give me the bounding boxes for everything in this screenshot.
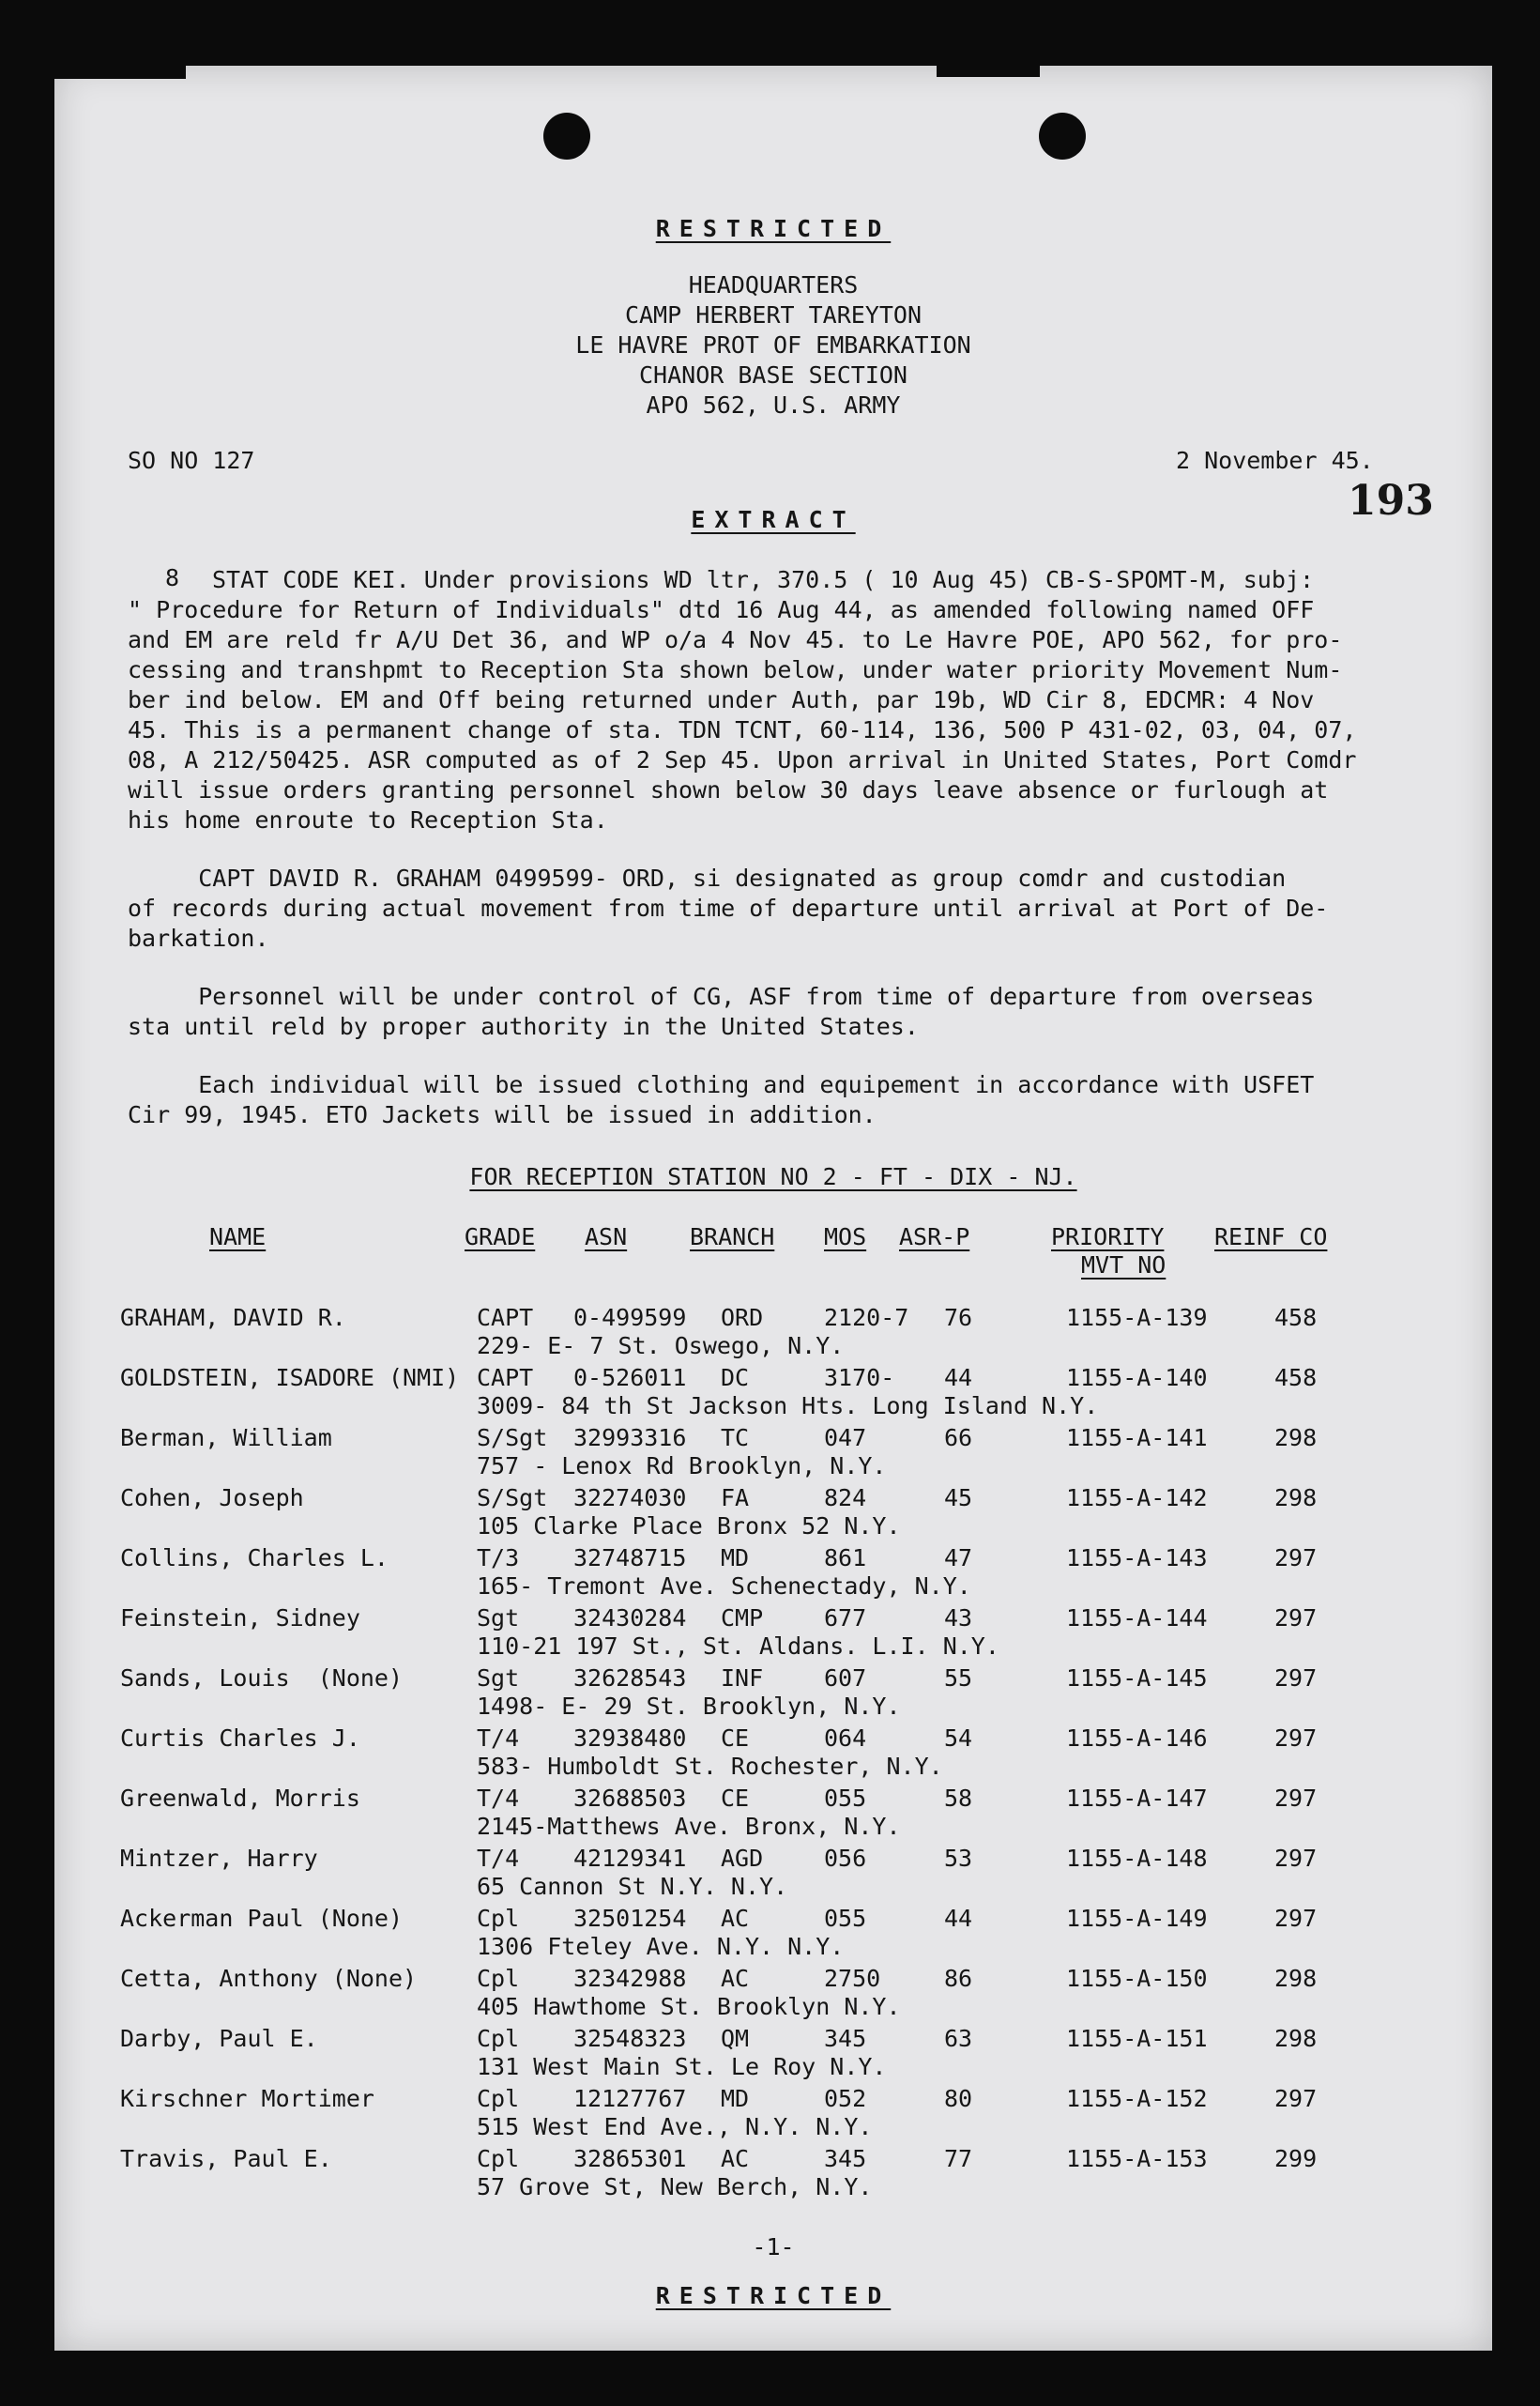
cell-priority-mvt-no: 1155-A-145	[1066, 1664, 1208, 1692]
cell-reinf-co: 297	[1274, 1845, 1318, 1872]
para1-line-2: " Procedure for Return of Individuals" dtd 16 Aug 44, as amended following named OFF	[128, 596, 1315, 623]
cell-priority-mvt-no: 1155-A-151	[1066, 2025, 1208, 2052]
cell-name: Mintzer, Harry	[120, 1845, 318, 1872]
cell-mos: 055	[824, 1785, 867, 1812]
cell-priority-mvt-no: 1155-A-152	[1066, 2085, 1208, 2112]
cell-reinf-co: 298	[1274, 1424, 1318, 1451]
cell-branch: DC	[721, 1364, 750, 1391]
cell-reinf-co: 299	[1274, 2145, 1318, 2172]
cell-name: Cetta, Anthony (None)	[120, 1965, 418, 1992]
cell-priority-mvt-no: 1155-A-153	[1066, 2145, 1208, 2172]
cell-priority-mvt-no: 1155-A-144	[1066, 1604, 1208, 1632]
cell-name: Travis, Paul E.	[120, 2145, 332, 2172]
cell-name: Sands, Louis (None)	[120, 1664, 404, 1692]
header-line-3: LE HAVRE PROT OF EMBARKATION	[575, 331, 971, 359]
cell-asr-points: 54	[944, 1724, 973, 1752]
cell-asr-points: 80	[944, 2085, 973, 2112]
cell-home-address: 1306 Fteley Ave. N.Y. N.Y.	[477, 1933, 845, 1960]
cell-mos: 3170-	[824, 1364, 895, 1391]
cell-asn: 0-526011	[573, 1364, 687, 1391]
para1-line-5: ber ind below. EM and Off being returned under Auth, par 19b, WD Cir 8, EDCMR: 4 Nov	[128, 686, 1315, 713]
order-number: SO NO 127	[128, 447, 255, 474]
cell-grade: Sgt	[477, 1604, 520, 1632]
cell-name: Kirschner Mortimer	[120, 2085, 374, 2112]
header-line-1: HEADQUARTERS	[688, 271, 859, 299]
para1-line-9: his home enroute to Reception Sta.	[128, 806, 608, 834]
cell-home-address: 110-21 197 St., St. Aldans. L.I. N.Y.	[477, 1632, 999, 1660]
cell-asr-points: 47	[944, 1544, 973, 1571]
cell-mos: 824	[824, 1484, 867, 1511]
cell-grade: CAPT	[477, 1304, 534, 1331]
cell-asn: 32548323	[573, 2025, 687, 2052]
cell-home-address: 229- E- 7 St. Oswego, N.Y.	[477, 1332, 845, 1359]
cell-grade: Sgt	[477, 1664, 520, 1692]
page-number: -1-	[752, 2233, 795, 2260]
cell-asr-points: 44	[944, 1905, 973, 1932]
cell-priority-mvt-no: 1155-A-148	[1066, 1845, 1208, 1872]
cell-grade: Cpl	[477, 1905, 520, 1932]
cell-branch: CE	[721, 1785, 750, 1812]
col-header-asr: ASR-P	[899, 1223, 970, 1250]
para3-line-1: Personnel will be under control of CG, ASF from time of departure from overseas	[128, 983, 1315, 1010]
para2-line-3: barkation.	[128, 925, 269, 952]
cell-reinf-co: 298	[1274, 1484, 1318, 1511]
cell-name: Darby, Paul E.	[120, 2025, 318, 2052]
cell-asn: 32938480	[573, 1724, 687, 1752]
cell-asr-points: 55	[944, 1664, 973, 1692]
cell-home-address: 131 West Main St. Le Roy N.Y.	[477, 2053, 887, 2080]
cell-asr-points: 45	[944, 1484, 973, 1511]
cell-home-address: 2145-Matthews Ave. Bronx, N.Y.	[477, 1813, 901, 1840]
cell-name: Cohen, Joseph	[120, 1484, 304, 1511]
document-page	[54, 66, 1492, 2351]
cell-asn: 32274030	[573, 1484, 687, 1511]
cell-priority-mvt-no: 1155-A-142	[1066, 1484, 1208, 1511]
cell-mos: 2750	[824, 1965, 881, 1992]
cell-home-address: 105 Clarke Place Bronx 52 N.Y.	[477, 1512, 901, 1540]
punch-hole-right	[1039, 113, 1086, 160]
cell-priority-mvt-no: 1155-A-143	[1066, 1544, 1208, 1571]
extract-title: EXTRACT	[691, 506, 856, 533]
cell-asn: 12127767	[573, 2085, 687, 2112]
classification-top: RESTRICTED	[655, 215, 892, 242]
torn-edge-left	[54, 66, 186, 79]
cell-mos: 055	[824, 1905, 867, 1932]
cell-home-address: 1498- E- 29 St. Brooklyn, N.Y.	[477, 1693, 901, 1720]
para1-line-3: and EM are reld fr A/U Det 36, and WP o/a 4 Nov 45. to Le Havre POE, APO 562, for pro-	[128, 626, 1343, 653]
para1-number: 8	[165, 564, 180, 591]
cell-branch: ORD	[721, 1304, 764, 1331]
cell-mos: 064	[824, 1724, 867, 1752]
cell-grade: Cpl	[477, 1965, 520, 1992]
cell-name: Greenwald, Morris	[120, 1785, 360, 1812]
header-line-2: CAMP HERBERT TAREYTON	[624, 301, 922, 329]
cell-reinf-co: 297	[1274, 1724, 1318, 1752]
cell-asr-points: 86	[944, 1965, 973, 1992]
cell-name: Curtis Charles J.	[120, 1724, 360, 1752]
cell-grade: T/4	[477, 1724, 520, 1752]
col-header-asn: ASN	[585, 1223, 628, 1250]
cell-asr-points: 58	[944, 1785, 973, 1812]
cell-grade: CAPT	[477, 1364, 534, 1391]
cell-branch: AC	[721, 1905, 750, 1932]
cell-asr-points: 66	[944, 1424, 973, 1451]
para1-line-6: 45. This is a permanent change of sta. TDN TCNT, 60-114, 136, 500 P 431-02, 03, 04, 07,	[128, 716, 1357, 743]
cell-mos: 2120-7	[824, 1304, 909, 1331]
cell-grade: S/Sgt	[477, 1484, 548, 1511]
cell-reinf-co: 297	[1274, 1664, 1318, 1692]
para4-line-1: Each individual will be issued clothing and equipement in accordance with USFET	[128, 1071, 1315, 1098]
col-header-priority: PRIORITY	[1051, 1223, 1165, 1250]
col-header-reinf: REINF CO	[1214, 1223, 1328, 1250]
cell-home-address: 405 Hawthome St. Brooklyn N.Y.	[477, 1993, 901, 2020]
cell-mos: 047	[824, 1424, 867, 1451]
col-header-name: NAME	[209, 1223, 267, 1250]
cell-mos: 677	[824, 1604, 867, 1632]
cell-asn: 32688503	[573, 1785, 687, 1812]
cell-branch: MD	[721, 1544, 750, 1571]
col-header-branch: BRANCH	[690, 1223, 775, 1250]
cell-branch: AC	[721, 2145, 750, 2172]
cell-asn: 0-499599	[573, 1304, 687, 1331]
cell-asr-points: 77	[944, 2145, 973, 2172]
cell-branch: QM	[721, 2025, 750, 2052]
cell-asn: 32628543	[573, 1664, 687, 1692]
cell-branch: MD	[721, 2085, 750, 2112]
cell-branch: AC	[721, 1965, 750, 1992]
cell-home-address: 57 Grove St, New Berch, N.Y.	[477, 2173, 873, 2200]
cell-reinf-co: 297	[1274, 2085, 1318, 2112]
cell-home-address: 3009- 84 th St Jackson Hts. Long Island N.Y.	[477, 1392, 1099, 1419]
cell-asr-points: 63	[944, 2025, 973, 2052]
para2-line-1: CAPT DAVID R. GRAHAM 0499599- ORD, si designated as group comdr and custodian	[128, 865, 1287, 892]
header-line-4: CHANOR BASE SECTION	[639, 361, 907, 389]
cell-branch: CMP	[721, 1604, 764, 1632]
cell-reinf-co: 297	[1274, 1544, 1318, 1571]
classification-bottom: RESTRICTED	[655, 2282, 892, 2309]
cell-priority-mvt-no: 1155-A-140	[1066, 1364, 1208, 1391]
punch-hole-left	[543, 113, 590, 160]
cell-asr-points: 76	[944, 1304, 973, 1331]
cell-name: Ackerman Paul (None)	[120, 1905, 404, 1932]
cell-branch: FA	[721, 1484, 750, 1511]
col-header-grade: GRADE	[465, 1223, 536, 1250]
cell-priority-mvt-no: 1155-A-149	[1066, 1905, 1208, 1932]
cell-home-address: 757 - Lenox Rd Brooklyn, N.Y.	[477, 1452, 887, 1479]
para4-line-2: Cir 99, 1945. ETO Jackets will be issued in addition.	[128, 1101, 877, 1128]
cell-priority-mvt-no: 1155-A-146	[1066, 1724, 1208, 1752]
cell-mos: 345	[824, 2025, 867, 2052]
cell-mos: 345	[824, 2145, 867, 2172]
cell-home-address: 165- Tremont Ave. Schenectady, N.Y.	[477, 1572, 971, 1600]
header-line-5: APO 562, U.S. ARMY	[646, 391, 901, 419]
cell-reinf-co: 297	[1274, 1604, 1318, 1632]
cell-asn: 32993316	[573, 1424, 687, 1451]
para1-line-4: cessing and transhpmt to Reception Sta shown below, under water priority Movement Num-	[128, 656, 1343, 683]
cell-home-address: 583- Humboldt St. Rochester, N.Y.	[477, 1753, 943, 1780]
col-header-mos: MOS	[824, 1223, 867, 1250]
cell-grade: T/3	[477, 1544, 520, 1571]
cell-asn: 32342988	[573, 1965, 687, 1992]
para1-line-8: will issue orders granting personnel shown below 30 days leave absence or furlough at	[128, 776, 1329, 804]
cell-mos: 861	[824, 1544, 867, 1571]
cell-priority-mvt-no: 1155-A-141	[1066, 1424, 1208, 1451]
cell-name: GRAHAM, DAVID R.	[120, 1304, 346, 1331]
cell-mos: 607	[824, 1664, 867, 1692]
cell-home-address: 65 Cannon St N.Y. N.Y.	[477, 1873, 788, 1900]
cell-grade: Cpl	[477, 2145, 520, 2172]
cell-grade: Cpl	[477, 2025, 520, 2052]
cell-reinf-co: 458	[1274, 1364, 1318, 1391]
cell-asr-points: 53	[944, 1845, 973, 1872]
cell-priority-mvt-no: 1155-A-147	[1066, 1785, 1208, 1812]
cell-name: Berman, William	[120, 1424, 332, 1451]
torn-edge-mid	[937, 66, 1040, 77]
cell-reinf-co: 458	[1274, 1304, 1318, 1331]
cell-grade: T/4	[477, 1785, 520, 1812]
cell-name: Collins, Charles L.	[120, 1544, 389, 1571]
para1-line-7: 08, A 212/50425. ASR computed as of 2 Sep 45. Upon arrival in United States, Port Comdr	[128, 746, 1357, 774]
cell-reinf-co: 297	[1274, 1785, 1318, 1812]
cell-name: GOLDSTEIN, ISADORE (NMI)	[120, 1364, 460, 1391]
cell-asr-points: 44	[944, 1364, 973, 1391]
cell-grade: S/Sgt	[477, 1424, 548, 1451]
order-date: 2 November 45.	[1176, 447, 1374, 474]
cell-asn: 32501254	[573, 1905, 687, 1932]
col-header-mvt-no: MVT NO	[1081, 1251, 1166, 1279]
cell-home-address: 515 West End Ave., N.Y. N.Y.	[477, 2113, 873, 2140]
cell-reinf-co: 298	[1274, 1965, 1318, 1992]
cell-asn: 32430284	[573, 1604, 687, 1632]
cell-branch: INF	[721, 1664, 764, 1692]
cell-asn: 32865301	[573, 2145, 687, 2172]
cell-asr-points: 43	[944, 1604, 973, 1632]
cell-reinf-co: 297	[1274, 1905, 1318, 1932]
cell-name: Feinstein, Sidney	[120, 1604, 360, 1632]
cell-branch: TC	[721, 1424, 750, 1451]
para2-line-2: of records during actual movement from time of departure until arrival at Port of De-	[128, 895, 1329, 922]
para1-line-1: STAT CODE KEI. Under provisions WD ltr, 370.5 ( 10 Aug 45) CB-S-SPOMT-M, subj:	[212, 566, 1314, 593]
cell-branch: CE	[721, 1724, 750, 1752]
cell-priority-mvt-no: 1155-A-139	[1066, 1304, 1208, 1331]
cell-asn: 42129341	[573, 1845, 687, 1872]
cell-mos: 052	[824, 2085, 867, 2112]
cell-grade: T/4	[477, 1845, 520, 1872]
cell-reinf-co: 298	[1274, 2025, 1318, 2052]
reception-station-heading: FOR RECEPTION STATION NO 2 - FT - DIX - NJ.	[469, 1163, 1077, 1190]
cell-mos: 056	[824, 1845, 867, 1872]
cell-priority-mvt-no: 1155-A-150	[1066, 1965, 1208, 1992]
para3-line-2: sta until reld by proper authority in the United States.	[128, 1013, 919, 1040]
page-stamp: 193	[1348, 477, 1434, 525]
cell-branch: AGD	[721, 1845, 764, 1872]
cell-grade: Cpl	[477, 2085, 520, 2112]
cell-asn: 32748715	[573, 1544, 687, 1571]
